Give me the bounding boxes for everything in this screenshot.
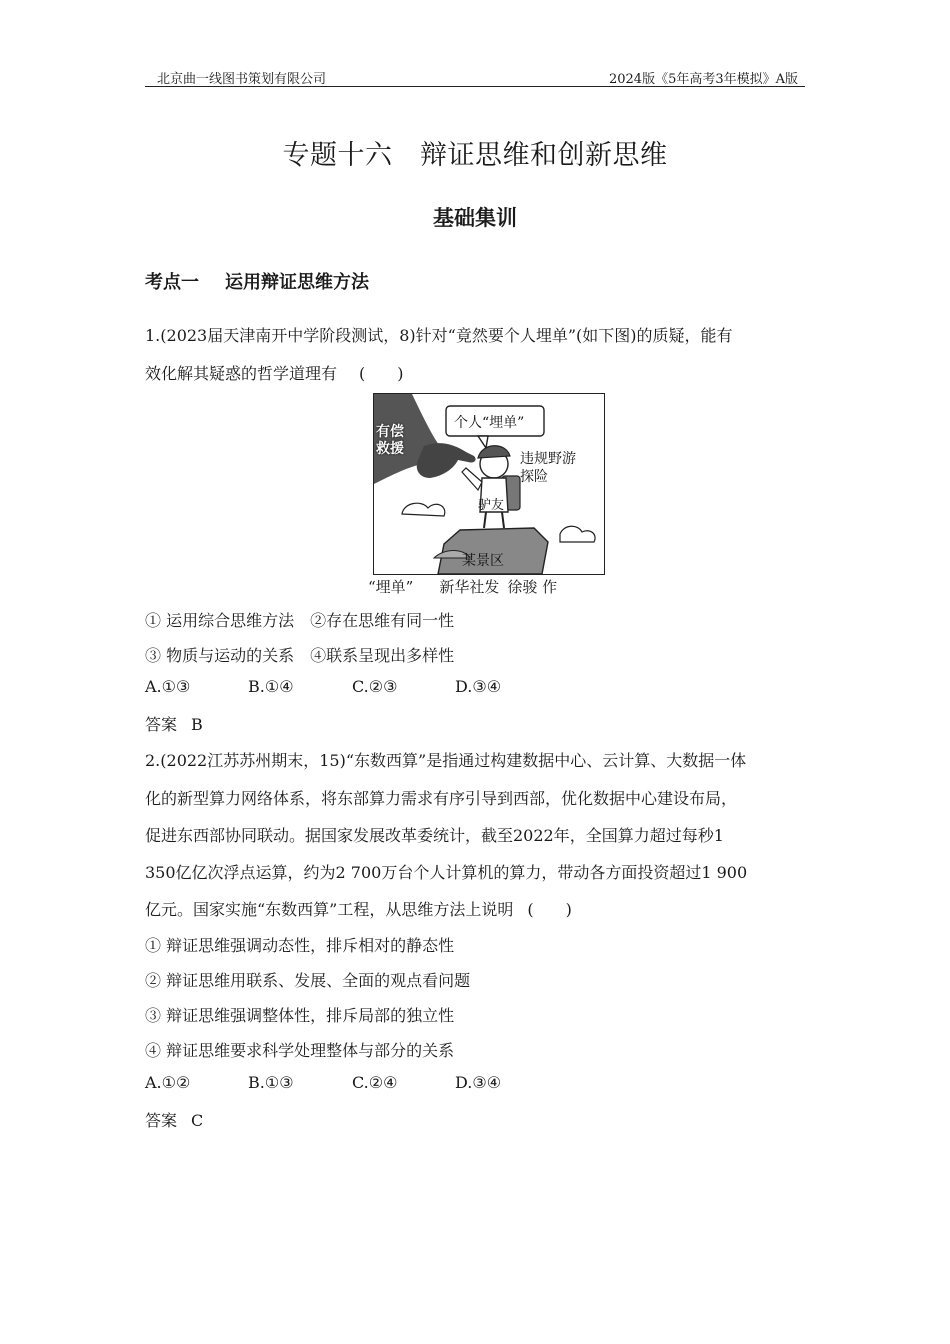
right-caption-label: 违规野游探险: [520, 451, 576, 485]
section-name: 运用辩证思维方法: [225, 272, 369, 293]
person-cap: [478, 446, 510, 458]
q1-options: [145, 677, 501, 696]
cloud-right: [560, 526, 595, 542]
cloud-left: [402, 503, 445, 516]
caption-title: “埋单”: [368, 578, 414, 596]
section-heading: [145, 268, 369, 294]
person-legs: [484, 512, 504, 528]
q1-statement-2: ③ 物质与运动的关系 ④联系呈现出多样性: [145, 646, 455, 665]
q1-option-a: A.①③: [145, 677, 191, 696]
q2-answer-value: C: [191, 1111, 204, 1130]
section-label: 考点一: [145, 272, 199, 293]
q1-answer: [145, 712, 203, 735]
page-title: 专题十六 辩证思维和创新思维: [282, 140, 668, 171]
q2-answer: [145, 1108, 203, 1131]
chest-label: 驴友: [478, 498, 505, 513]
speech-bubble-text: 个人“埋单”: [454, 415, 525, 431]
q2-stem-line4: 350亿亿次浮点运算，约为2 700万台个人计算机的算力，带动各方面投资超过1 900: [145, 863, 748, 882]
q2-option-c: C.②④: [352, 1073, 398, 1092]
sleeve-label: 有偿救援: [376, 424, 404, 457]
q1-statement-1: ① 运用综合思维方法 ②存在思维有同一性: [145, 611, 455, 630]
q2-option-d: D.③④: [455, 1073, 502, 1092]
q2-options: [145, 1073, 501, 1092]
header-divider: [145, 86, 805, 87]
q2-option-a: A.①②: [145, 1073, 191, 1092]
person-arm: [462, 468, 482, 490]
page-subtitle: 基础集训: [433, 206, 517, 230]
rock-label: 某景区: [462, 553, 504, 569]
q1-stem-line2: [145, 361, 404, 384]
q1-stem-line1: 1.(2023届天津南开中学阶段测试，8)针对“竟然要个人埋单”(如下图)的质疑，能有: [145, 326, 733, 345]
q2-statement-3: ③ 辩证思维强调整体性，排斥局部的独立性: [145, 1006, 455, 1025]
q2-stem-text: 亿元。国家实施“东数西算”工程，从思维方法上说明: [145, 900, 514, 919]
q2-option-b: B.①③: [248, 1073, 294, 1092]
q2-stem-line3: 促进东西部协同联动。据国家发展改革委统计，截至2022年，全国算力超过每秒1: [145, 826, 724, 845]
q1-answer-label: 答案: [145, 715, 178, 734]
q2-statement-1: ① 辩证思维强调动态性，排斥相对的静态性: [145, 936, 455, 955]
q2-statement-2: ② 辩证思维用联系、发展、全面的观点看问题: [145, 971, 471, 990]
q1-answer-bracket: ( ): [359, 364, 404, 383]
q2-answer-label: 答案: [145, 1111, 178, 1130]
q1-stem-text: 效化解其疑惑的哲学道理有: [145, 364, 338, 383]
caption-author: 徐骏 作: [507, 578, 558, 596]
q2-stem-line5: [145, 897, 572, 920]
q2-statement-4: ④ 辩证思维要求科学处理整体与部分的关系: [145, 1041, 455, 1060]
header-publisher: 北京曲一线图书策划有限公司: [157, 72, 327, 87]
q2-stem-line2: 化的新型算力网络体系，将东部算力需求有序引导到西部，优化数据中心建设布局，: [145, 789, 738, 808]
q1-answer-value: B: [191, 715, 203, 734]
cartoon-figure: [373, 393, 605, 575]
q2-stem-line1: 2.(2022江苏苏州期末，15)“东数西算”是指通过构建数据中心、云计算、大数据一体: [145, 751, 747, 770]
header-edition: 2024版《5年高考3年模拟》A版: [608, 72, 798, 87]
q1-option-d: D.③④: [455, 677, 502, 696]
speech-bubble-tail: [478, 436, 488, 448]
q2-answer-bracket: ( ): [527, 900, 572, 919]
caption-source: 新华社发: [439, 578, 500, 596]
figure-caption: [368, 576, 557, 597]
q1-option-c: C.②③: [352, 677, 398, 696]
q1-option-b: B.①④: [248, 677, 294, 696]
